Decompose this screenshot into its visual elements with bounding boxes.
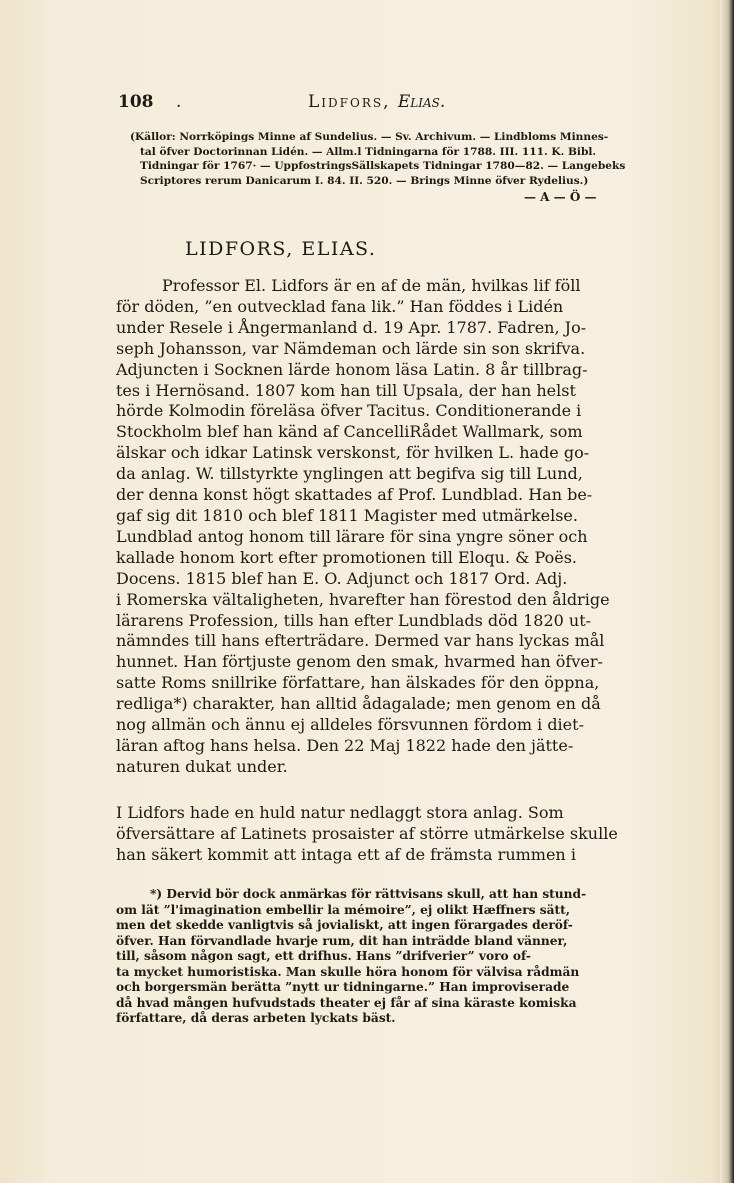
- text-line: hunnet. Han förtjuste genom den smak, hvarmed han öfver-: [116, 652, 603, 672]
- text-line: nog allmän och ännu ej alldeles försvunnen fördom i diet-: [116, 715, 584, 735]
- text-line: I Lidfors hade en huld natur nedlaggt stora anlag. Som: [116, 803, 564, 822]
- running-head-given: Elias.: [397, 92, 446, 112]
- text-line: tes i Hernösand. 1807 kom han till Upsala, der han helst: [116, 380, 576, 400]
- text-line: för döden, ”en outvecklad fana lik.” Han föddes i Lidén: [116, 296, 564, 316]
- text-line: Stockholm blef han känd af CancelliRådet Wallmark, som: [116, 422, 583, 442]
- text-line: da anlag. W. tillstyrkte ynglingen att begifva sig till Lund,: [116, 464, 583, 484]
- page-number: 108: [118, 92, 154, 112]
- page-edge-shadow: [720, 0, 734, 1183]
- text-line: i Romerska vältaligheten, hvarefter han förestod den åldrige: [116, 589, 610, 609]
- footnote-line: *) Dervid bör dock anmärkas för rättvisans skull, att han stund-: [150, 887, 587, 901]
- text-line: seph Johansson, var Nämdeman och lärde sin son skrifva.: [116, 338, 586, 358]
- text-line: redliga*) charakter, han alltid ådagalade; men genom en då: [116, 694, 601, 714]
- footnote-line: öfver. Han förvandlade hvarje rum, dit han inträdde bland vänner,: [116, 933, 568, 948]
- header-separator: .: [176, 92, 182, 112]
- text-line: Professor El. Lidfors är en af de män, hvilkas lif föll: [162, 276, 581, 295]
- footnote-line: men det skedde vanligtvis så jovialiskt, att ingen förargades deröf-: [116, 918, 573, 932]
- footnote-line: och borgersmän berätta ”nytt ur tidningarne.” Han improviserade: [116, 980, 570, 994]
- footnote-line: ta mycket humoristiska. Man skulle höra honom för välvisa rådmän: [116, 964, 580, 979]
- text-line: gaf sig dit 1810 och blef 1811 Magister med utmärkelse.: [116, 505, 578, 525]
- page-header: [118, 92, 628, 114]
- sources-line: Tidningar för 1767· — UppfostringsSällskapets Tidningar 1780—82. — Langebeks: [140, 160, 626, 172]
- text-line: läran aftog hans helsa. Den 22 Maj 1822 hade den jätte-: [116, 735, 574, 755]
- running-head: [308, 92, 445, 112]
- text-line: öfversättare af Latinets prosaister af större utmärkelse skulle: [116, 823, 618, 843]
- footnote: [116, 887, 644, 1027]
- text-line: naturen dukat under.: [116, 756, 288, 776]
- text-line: kallade honom kort efter promotionen till Eloqu. & Poës.: [116, 547, 577, 567]
- text-line: Adjuncten i Socknen lärde honom läsa Latin. 8 år tillbrag-: [116, 359, 588, 379]
- text-line: han säkert kommit att intaga ett af de främsta rummen i: [116, 844, 576, 864]
- footnote-line: till, såsom någon sagt, ett drifhus. Hans ”drifverier” voro of-: [116, 949, 531, 963]
- footnote-line: författare, då deras arbeten lyckats bäst.: [116, 1011, 396, 1025]
- article-heading: LIDFORS, ELIAS.: [185, 238, 377, 260]
- text-line: hörde Kolmodin föreläsa öfver Tacitus. Conditionerande i: [116, 401, 582, 421]
- article-paragraph-1: [116, 276, 644, 778]
- text-line: der denna konst högt skattades af Prof. Lundblad. Han be-: [116, 485, 593, 505]
- sources-line: (Källor: Norrköpings Minne af Sundelius. — Sv. Archivum. — Lindbloms Minnes-: [130, 131, 609, 143]
- sources-block: [130, 130, 630, 188]
- sources-line: Scriptores rerum Danicarum I. 84. II. 520. — Brings Minne öfver Rydelius.): [140, 174, 589, 187]
- text-line: under Resele i Ångermanland d. 19 Apr. 1787. Fadren, Jo-: [116, 317, 587, 337]
- text-line: nämndes till hans efterträdare. Dermed var hans lyckas mål: [116, 631, 605, 651]
- footnote-line: om lät ”l'imagination embellir la mémoire”, ej olikt Hæffners sätt,: [116, 902, 571, 917]
- text-line: Lundblad antog honom till lärare för sina yngre söner och: [116, 526, 588, 546]
- article-paragraph-2: [116, 803, 644, 866]
- text-line: Docens. 1815 blef han E. O. Adjunct och 1817 Ord. Adj.: [116, 568, 568, 588]
- sources-line: tal öfver Doctorinnan Lidén. — Allm.l Tidningarna för 1788. III. 111. K. Bibl.: [140, 145, 597, 158]
- text-line: lärarens Profession, tills han efter Lundblads död 1820 ut-: [116, 610, 592, 630]
- footnote-line: då hvad mången hufvudstads theater ej får af sina käraste komiska: [116, 995, 577, 1010]
- running-head-name: Lidfors,: [308, 92, 391, 112]
- alphabet-range-marker: — A — Ö —: [524, 190, 597, 204]
- text-line: satte Roms snillrike författare, han älskades för den öppna,: [116, 673, 600, 693]
- text-line: älskar och idkar Latinsk verskonst, för hvilken L. hade go-: [116, 443, 590, 463]
